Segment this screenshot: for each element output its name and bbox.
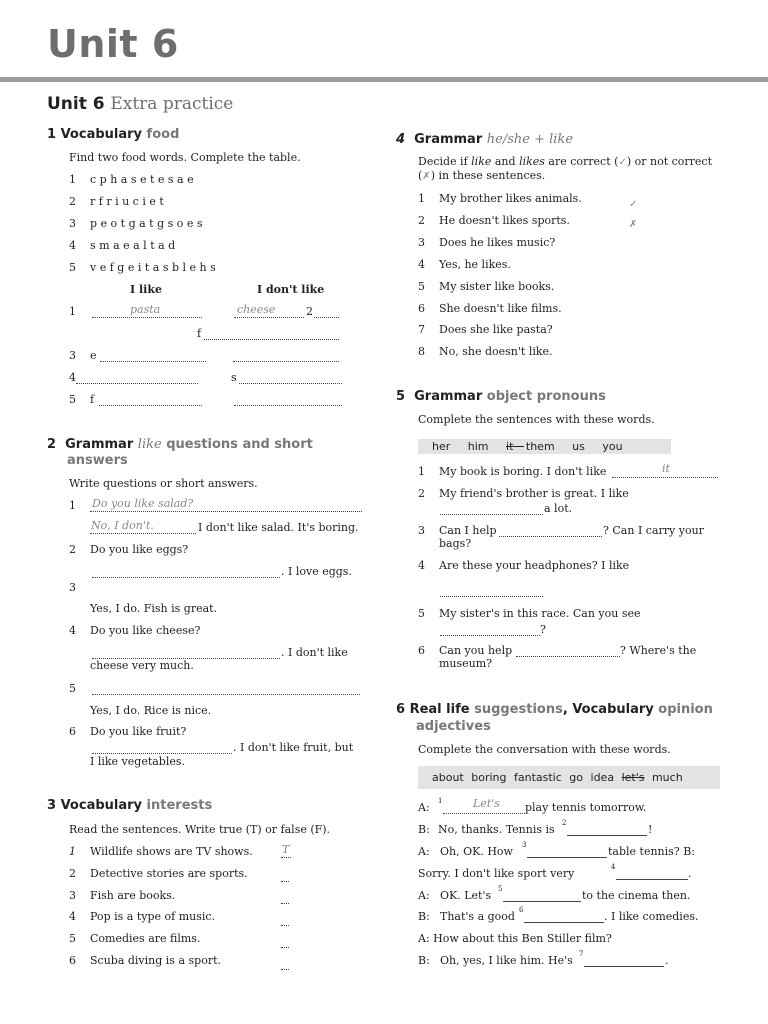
table-row-5-dont-blank[interactable] — [234, 391, 342, 410]
section-6-label-1: Real life — [409, 702, 470, 717]
section-4-number: 4 — [396, 132, 406, 147]
conv-line-7: A: How about this Ben Stiller film? — [418, 932, 612, 945]
tick-icon: ✓ — [629, 199, 638, 210]
s5-answer-2[interactable] — [440, 500, 543, 519]
word-fantastic: fantastic — [514, 771, 562, 784]
s4-item-number: 5 — [418, 280, 425, 293]
s4-item-3: Does he likes music? — [439, 236, 556, 249]
conv-line-1: play tennis tomorrow. — [525, 801, 647, 814]
s3-item-1: Wildlife shows are TV shows. — [90, 845, 253, 858]
section-2-heading — [47, 437, 313, 452]
s2-a4-rest: . I don't like — [281, 646, 348, 659]
section-2-topic: questions and short — [166, 437, 313, 452]
cross-icon: ✗ — [629, 219, 638, 230]
s2-item-number: 2 — [69, 543, 76, 556]
conv-line-5: OK. Let's — [440, 889, 492, 902]
word-you: you — [602, 440, 623, 453]
s5-item-2: My friend's brother is great. I like — [439, 487, 629, 500]
conv-gap-2[interactable] — [567, 821, 647, 840]
s2-a5: Yes, I do. Rice is nice. — [90, 704, 212, 717]
table-header-like: I like — [130, 283, 162, 296]
s5-item-6-mid: ? Where's the — [620, 644, 697, 657]
table-inline-number: 2 — [306, 305, 313, 318]
conv-gap-3[interactable] — [527, 843, 607, 862]
s5-item-4: Are these your headphones? I like — [439, 559, 630, 572]
answer-true: T — [282, 843, 290, 856]
s3-item-3: Fish are books. — [90, 889, 176, 902]
s5-item-6-end: museum? — [439, 657, 493, 670]
s2-a2-rest: . I love eggs. — [281, 565, 352, 578]
section-6-number: 6 — [396, 702, 406, 717]
section-6-heading-line2 — [416, 719, 491, 734]
section-2-instruction: Write questions or short answers. — [69, 477, 258, 490]
section-5-label: Grammar — [414, 389, 483, 404]
answer-do-you-like-salad: Do you like salad? — [92, 497, 194, 510]
s4-item-number: 8 — [418, 345, 425, 358]
gap-number: 2 — [562, 819, 567, 827]
conv-line-5-end: to the cinema then. — [582, 889, 691, 902]
s5-answer-5[interactable] — [440, 621, 540, 640]
gap-number: 4 — [611, 863, 616, 871]
unit-header: Unit 6 — [47, 22, 179, 66]
s3-item-5: Comedies are films. — [90, 932, 201, 945]
conv-line-4: Sorry. I don't like sport very — [418, 867, 575, 880]
conv-line-6-end: . I like comedies. — [604, 910, 699, 923]
section-2-label: Grammar — [65, 437, 134, 452]
s2-a2-line[interactable] — [92, 563, 280, 582]
s3-answer-5[interactable] — [281, 933, 289, 952]
table-row-3-like-blank[interactable] — [100, 347, 206, 366]
s3-item-number: 1 — [69, 845, 76, 858]
s5-item-number: 5 — [418, 607, 425, 620]
s3-item-2: Detective stories are sports. — [90, 867, 248, 880]
table-row-number: 1 — [69, 305, 76, 318]
s4-item-number: 6 — [418, 302, 425, 315]
section-3-topic: interests — [146, 798, 213, 813]
section-6-heading: 6 Real life suggestions, Vocabulary opinion — [396, 702, 713, 717]
s3-item-number: 2 — [69, 867, 76, 880]
s1-item-number: 2 — [69, 195, 76, 208]
s4-item-2: He doesn't likes sports. — [439, 214, 570, 227]
s3-item-number: 5 — [69, 932, 76, 945]
table-row-number: 3 — [69, 349, 76, 362]
s2-item-number: 3 — [69, 581, 76, 594]
word-us: us — [572, 440, 585, 453]
s4-item-1: My brother likes animals. — [439, 192, 582, 205]
conv-line-8: Oh, yes, I like him. He's — [440, 954, 573, 967]
s4-item-7: Does she like pasta? — [439, 323, 553, 336]
table-row-2-dont-blank[interactable] — [204, 325, 339, 344]
conv-line-2-end: ! — [648, 823, 653, 836]
gap-number: 6 — [519, 906, 524, 914]
s3-answer-6[interactable] — [281, 955, 289, 974]
word-them: them — [525, 440, 555, 453]
word-about: about — [432, 771, 464, 784]
s1-scramble-2: r f r i u c i e t — [90, 195, 164, 208]
s5-item-number: 3 — [418, 524, 425, 537]
section-1-heading — [47, 127, 179, 142]
section-4-heading — [396, 132, 573, 147]
s5-item-1: My book is boring. I don't like — [439, 465, 607, 478]
section-1-label: Vocabulary — [60, 127, 143, 142]
s4-item-number: 3 — [418, 236, 425, 249]
s5-item-3: Can I help — [439, 524, 497, 537]
page-title — [47, 93, 233, 114]
s2-a6-line2: I like vegetables. — [90, 755, 186, 768]
speaker-b: B: — [418, 823, 430, 836]
page-title-unit: Unit 6 — [47, 94, 105, 114]
word-boring: boring — [471, 771, 507, 784]
s2-a1-rest: I don't like salad. It's boring. — [198, 521, 359, 534]
s5-item-number: 6 — [418, 644, 425, 657]
section-6-label-2: Vocabulary — [572, 702, 654, 717]
section-2-heading-line2 — [67, 453, 128, 468]
word-idea: idea — [590, 771, 615, 784]
answer-lets: Let's — [473, 797, 500, 810]
section-3-heading — [47, 798, 212, 813]
gap-number: 5 — [498, 885, 503, 893]
conv-line-3-end: table tennis? B: — [608, 845, 695, 858]
section-6-topic-3: adjectives — [416, 719, 491, 734]
s4-answer-2[interactable] — [629, 212, 637, 231]
conv-line-6: That's a good — [440, 910, 515, 923]
s5-item-number: 2 — [418, 487, 425, 500]
table-row-number: 4 — [69, 371, 76, 384]
answer-pasta: pasta — [130, 303, 161, 316]
section-3-instruction: Read the sentences. Write true (T) or false (F). — [69, 823, 331, 836]
s4-item-6: She doesn't like films. — [439, 302, 562, 315]
s2-q2: Do you like eggs? — [90, 543, 189, 556]
s3-answer-2[interactable] — [281, 867, 289, 886]
s2-item-number: 1 — [69, 499, 76, 512]
conv-gap-6[interactable] — [524, 908, 604, 927]
speaker-b: B: — [418, 910, 430, 923]
conv-line-4-end: . — [688, 867, 692, 880]
s5-item-number: 4 — [418, 559, 425, 572]
s4-instr-part: Decide if — [418, 155, 468, 168]
s3-item-number: 4 — [69, 910, 76, 923]
section-5-number: 5 — [396, 389, 406, 404]
s4-item-8: No, she doesn't like. — [439, 345, 553, 358]
s5-item-number: 1 — [418, 465, 425, 478]
s1-item-number: 4 — [69, 239, 76, 252]
word-him: him — [467, 440, 489, 453]
section-5-heading — [396, 389, 606, 404]
s3-item-4: Pop is a type of music. — [90, 910, 216, 923]
s3-item-number: 6 — [69, 954, 76, 967]
table-row-3-dont-blank[interactable] — [233, 347, 339, 366]
answer-cheese: cheese — [237, 303, 276, 316]
word-it-crossed: it — [506, 440, 514, 453]
s4-answer-1[interactable] — [629, 192, 637, 211]
s2-a6-rest: . I don't like fruit, but — [233, 741, 354, 754]
table-row-3-prefix: e — [90, 349, 97, 362]
s5-answer-6[interactable] — [516, 642, 620, 661]
s4-item-number: 2 — [418, 214, 425, 227]
word-much: much — [651, 771, 683, 784]
section-5-topic: object pronouns — [486, 389, 606, 404]
s1-scramble-1: c p h a s e t e s a e — [90, 173, 194, 186]
table-row-number: 5 — [69, 393, 76, 406]
s4-instr-part: ) or not correct — [626, 155, 713, 168]
header-rule — [0, 77, 768, 82]
s2-q4: Do you like cheese? — [90, 624, 201, 637]
s1-scramble-3: p e o t g a t g s o e s — [90, 217, 203, 230]
section-6-topic-2: opinion — [658, 702, 713, 717]
s4-instr-part: ) in these sentences. — [430, 169, 546, 182]
table-row-4-like-blank[interactable] — [76, 369, 198, 388]
table-row-4-prefix: s — [231, 371, 237, 384]
speaker-a: A: — [418, 889, 430, 902]
s5-answer-3[interactable] — [499, 522, 602, 541]
table-row-4-dont-blank[interactable] — [239, 369, 342, 388]
s4-item-number: 7 — [418, 323, 425, 336]
s5-item-6: Can you help — [439, 644, 513, 657]
s2-item-number: 4 — [69, 624, 76, 637]
s2-item-number: 6 — [69, 725, 76, 738]
tick-icon: ✓ — [618, 157, 627, 168]
s3-item-number: 3 — [69, 889, 76, 902]
answer-it: it — [662, 462, 670, 475]
section-2-number: 2 — [47, 437, 57, 452]
s4-instr-part: are correct ( — [548, 155, 619, 168]
section-4-label: Grammar — [414, 132, 483, 147]
answer-no-i-dont: No, I don't. — [91, 519, 154, 532]
word-her: her — [432, 440, 451, 453]
s2-q6: Do you like fruit? — [90, 725, 187, 738]
table-row-5-like-blank[interactable] — [99, 391, 202, 410]
gap-number: 7 — [579, 950, 584, 958]
s4-instr-part: and — [494, 155, 516, 168]
s4-instr-part: ( — [418, 169, 423, 182]
cross-icon: ✗ — [422, 171, 431, 182]
conv-line-3: Oh, OK. How — [440, 845, 513, 858]
word-go: go — [569, 771, 584, 784]
s2-a4-line2: cheese very much. — [90, 659, 194, 672]
s5-answer-4[interactable] — [440, 582, 543, 601]
gap-number: 1 — [438, 797, 443, 805]
section-4-instruction-line2 — [418, 169, 545, 182]
section-1-instruction: Find two food words. Complete the table. — [69, 151, 301, 164]
conv-gap-7[interactable] — [584, 952, 664, 971]
s4-item-5: My sister like books. — [439, 280, 555, 293]
s5-item-5: My sister's in this race. Can you see — [439, 607, 641, 620]
s6-word-box — [418, 766, 720, 789]
s2-a3: Yes, I do. Fish is great. — [90, 602, 218, 615]
section-3-label: Vocabulary — [60, 798, 143, 813]
s4-item-number: 4 — [418, 258, 425, 271]
section-5-instruction: Complete the sentences with these words. — [418, 413, 655, 426]
s1-item-number: 1 — [69, 173, 76, 186]
speaker-a: A: — [418, 801, 430, 814]
section-6-topic-1: suggestions — [474, 702, 563, 717]
speaker-b: B: — [418, 954, 430, 967]
table-row-2-prefix: f — [197, 327, 202, 340]
section-2-topic-2: answers — [67, 453, 128, 468]
conv-line-2: No, thanks. Tennis is — [438, 823, 555, 836]
gap-number: 3 — [522, 841, 527, 849]
table-row-2-like-blank[interactable] — [314, 303, 339, 322]
conv-line-8-end: . — [665, 954, 669, 967]
conv-gap-4[interactable] — [616, 865, 688, 884]
s1-item-number: 3 — [69, 217, 76, 230]
s4-instr-like: like — [471, 155, 492, 168]
s5-word-box — [418, 439, 671, 454]
section-6-instruction: Complete the conversation with these words. — [418, 743, 671, 756]
word-lets-crossed: let's — [621, 771, 645, 784]
s5-item-2-end: a lot. — [544, 502, 573, 515]
s3-item-6: Scuba diving is a sport. — [90, 954, 221, 967]
s1-item-number: 5 — [69, 261, 76, 274]
speaker-a: A: — [418, 845, 430, 858]
s4-instr-likes: likes — [519, 155, 545, 168]
s5-item-3-end: bags? — [439, 537, 472, 550]
s1-scramble-4: s m a e a l t a d — [90, 239, 176, 252]
page-title-sub: Extra practice — [110, 94, 234, 114]
section-3-number: 3 — [47, 798, 57, 813]
s4-item-number: 1 — [418, 192, 425, 205]
s3-answer-3[interactable] — [281, 889, 289, 908]
s5-item-3-mid: ? Can I carry your — [603, 524, 704, 537]
s4-item-4: Yes, he likes. — [439, 258, 511, 271]
section-4-topic: he/she + like — [486, 132, 574, 147]
table-header-dont-like: I don't like — [257, 283, 325, 296]
s1-scramble-5: v e f g e i t a s b l e h s — [90, 261, 216, 274]
s3-answer-4[interactable] — [281, 911, 289, 930]
s2-item-number: 5 — [69, 682, 76, 695]
table-row-5-prefix: f — [90, 393, 95, 406]
section-1-number: 1 — [47, 127, 57, 142]
conv-gap-5[interactable] — [503, 887, 581, 906]
section-1-topic: food — [146, 127, 180, 142]
s2-q5-line[interactable] — [92, 680, 360, 699]
section-2-topic-italic: like — [137, 437, 162, 452]
section-4-instruction — [418, 155, 712, 168]
